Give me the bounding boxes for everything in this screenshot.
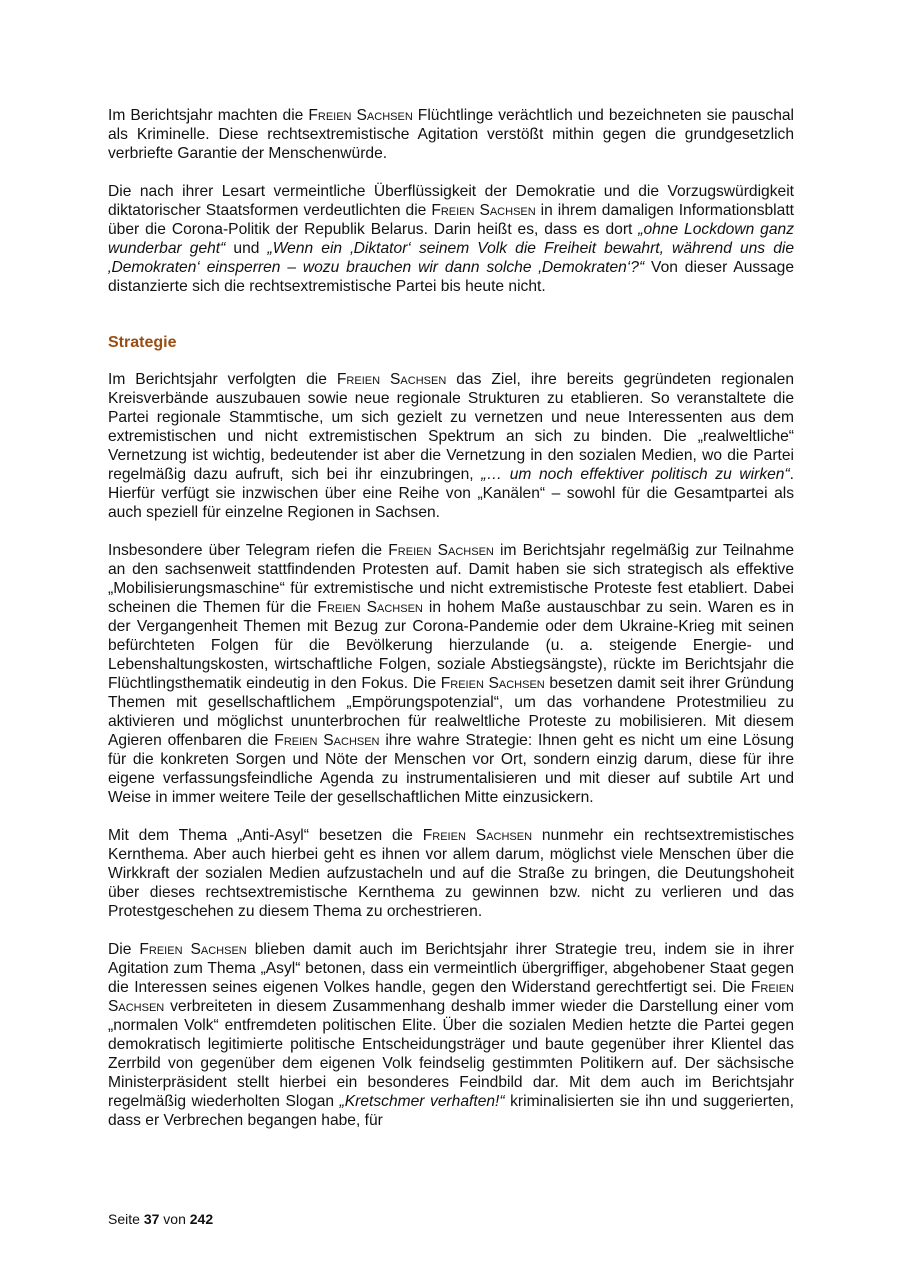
paragraph-3: Im Berichtsjahr verfolgten die Freien Sachsen das Ziel, ihre bereits gegründeten regionalen Kreisverbände auszubauen sowie neue regionale Strukturen zu etablieren. So veranstaltete die Partei regionale Stammtische, um sich gezielt zu vernetzen und neue Interessenten aus dem extremistischen und nicht extremistischen Spektrum an sich zu binden. Die „realweltliche“ Vernetzung ist wichtig, bedeutender ist aber die Vernetzung in den sozialen Medien, wo die Partei regelmäßig dazu aufruft, sich bei ihr einzubringen, „… um noch effektiver politisch zu wirken“. Hierfür verfügt sie inzwischen über eine Reihe von „Kanälen“ – sowohl für die Gesamtpartei als auch speziell für einzelne Regionen in Sachsen. (108, 371, 794, 521)
paragraph-2: Die nach ihrer Lesart vermeintliche Überflüssigkeit der Demokratie und die Vorzugswürdigkeit diktatorischer Staatsformen verdeutlichten die Freien Sachsen in ihrem damaligen Informationsblatt über die Corona-Politik der Republik Belarus. Darin heißt es, dass es dort „ohne Lockdown ganz wunderbar geht“ und „Wenn ein ‚Diktator‘ seinem Volk die Freiheit bewahrt, während uns die ‚Demokraten‘ einsperren – wozu brauchen wir dann solche ‚Demokraten‘?“ Von dieser Aussage distanzierte sich die rechtsextremistische Partei bis heute nicht. (108, 183, 795, 295)
paragraph-5: Mit dem Thema „Anti-Asyl“ besetzen die Freien Sachsen nunmehr ein rechtsextremistisches Kernthema. Aber auch hierbei geht es ihnen vor allem darum, möglichst viele Menschen über die Wirkkraft der sozialen Medien aufzustacheln und auf die Straße zu bringen, die Deutungshoheit über dieses rechtsextremistische Kernthema zu gewinnen bzw. nicht zu verlieren und das Protestgeschehen zu diesem Thema zu orchestrieren. (108, 827, 794, 920)
party-name: Freien Sachsen (274, 732, 380, 749)
party-name: Freien Sachsen (317, 599, 423, 616)
paragraph-6: Die Freien Sachsen blieben damit auch im Berichtsjahr ihrer Strategie treu, indem sie in ihrer Agitation zum Thema „Asyl“ betonen, dass ein vermeintlich übergriffiger, abgehobener Staat gegen die Interessen seines eigenen Volkes handle, gegen den Widerstand gerechtfertigt sei. Die Freien Sachsen verbreiteten in diesem Zusammenhang deshalb immer wieder die Darstellung einer vom „normalen Volk“ entfremdeten politischen Elite. Über die sozialen Medien hetzte die Partei gegen demokratisch legitimierte politische Entscheidungsträger und baute gegenüber ihrer Klientel das Zerrbild von gegenüber dem eigenen Volk feindselig gestimmten Politikern auf. Der sächsische Ministerpräsident stellt hierbei ein besonderes Feindbild dar. Mit dem auch im Berichtsjahr regelmäßig wiederholten Slogan „Kretschmer verhaften!“ kriminalisierten sie ihn und suggerierten, dass er Verbrechen begangen habe, für (108, 941, 795, 1129)
party-name: Freien Sachsen (308, 107, 413, 124)
paragraph-1: Im Berichtsjahr machten die Freien Sachsen Flüchtlinge verächtlich und bezeichneten sie pauschal als Kriminelle. Diese rechtsextremistische Agitation verstößt mithin gegen die grundgesetzlich verbriefte Garantie der Menschenwürde. (108, 107, 794, 162)
party-name: Freien Sachsen (336, 371, 447, 388)
party-name: Freien Sachsen (422, 827, 533, 844)
quote: „Kretschmer verhaften!“ (339, 1093, 505, 1110)
party-name: Freien Sachsen (440, 675, 545, 692)
quote: „ohne Lockdown ganz wunderbar geht“ (108, 221, 794, 257)
paragraph-4: Insbesondere über Telegram riefen die Freien Sachsen im Berichtsjahr regelmäßig zur Teilnahme an den sachsenweit stattfindenden Protesten auf. Damit haben sie sich strategisch als effektive „Mobilisierungsmaschine“ für extremistische und nicht extremistische Proteste fest etabliert. Dabei scheinen die Themen für die Freien Sachsen in hohem Maße austauschbar zu sein. Waren es in der Vergangenheit Themen mit Bezug zur Corona-Pandemie oder dem Ukraine-Krieg mit seinen befürchteten Folgen für die Bevölkerung hierzulande (u. a. steigende Energie- und Lebenshaltungskosten, wirtschaftliche Folgen, soziale Abstiegsängste), rückte im Berichtsjahr die Flüchtlingsthematik eindeutig in den Fokus. Die Freien Sachsen besetzen damit seit ihrer Gründung Themen mit gesellschaftlichem „Empörungspotenzial“, um das vorhandene Protestmilieu zu aktivieren und möglichst ununterbrochen für realweltliche Proteste zu mobilisieren. Mit diesem Agieren offenbaren die Freien Sachsen ihre wahre Strategie: Ihnen geht es nicht um eine Lösung für die konkreten Sorgen und Nöte der Menschen vor Ort, sondern einzig darum, diese für ihre eigene verfassungsfeindliche Agenda zu instrumentalisieren und mit dieser auf subtile Art und Weise in immer weitere Teile der gesellschaftlichen Mitte einzusickern. (108, 542, 795, 806)
party-name: Freien Sachsen (388, 542, 494, 559)
total-pages: 242 (189, 1211, 214, 1227)
section-heading: Strategie (108, 334, 177, 351)
party-name: Freien Sachsen (431, 202, 536, 219)
party-name: Freien Sachsen (139, 941, 247, 958)
current-page: 37 (143, 1211, 160, 1227)
quote: „… um noch effektiver politisch zu wirken“ (481, 466, 790, 483)
document-body (108, 106, 794, 1149)
party-name: Freien Sachsen (108, 979, 794, 1015)
page-number: Seite 37 von 242 (108, 1211, 214, 1227)
quote: „Wenn ein ‚Diktator‘ seinem Volk die Freiheit bewahrt, während uns die ‚Demokraten‘ einsperren – wozu brauchen wir dann solche ‚Demokraten‘?“ (108, 240, 795, 276)
